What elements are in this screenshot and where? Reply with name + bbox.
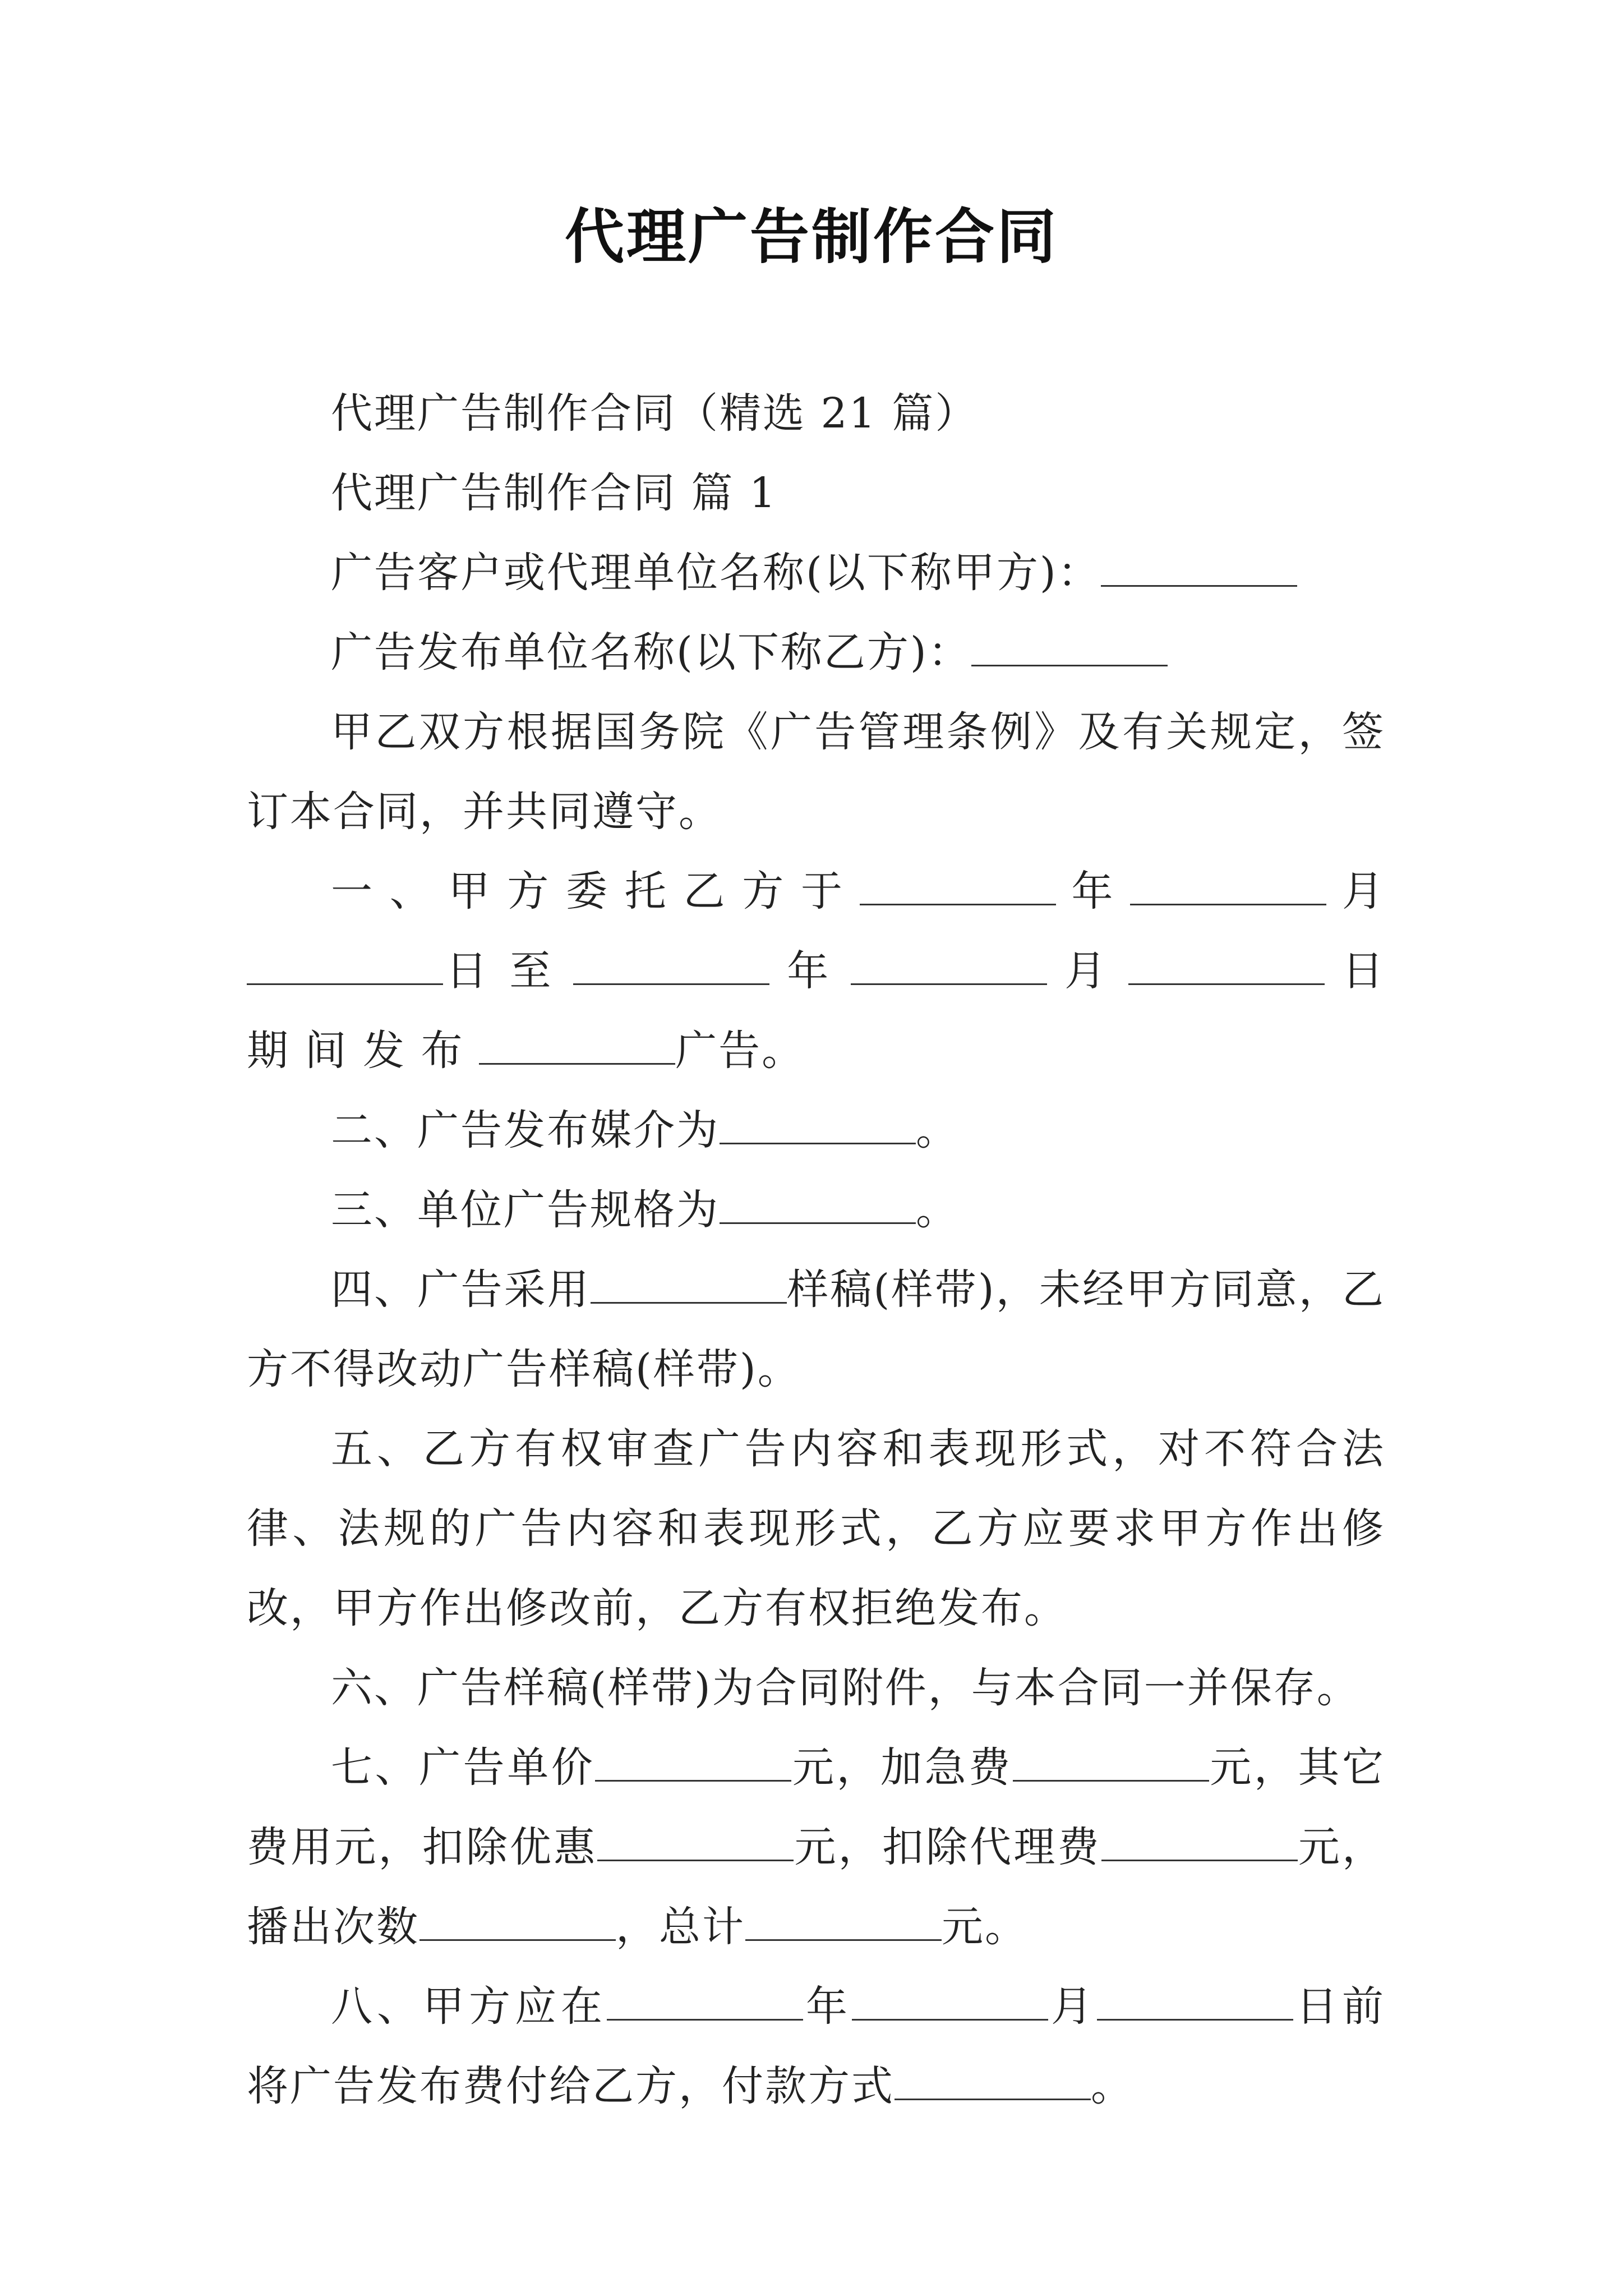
- fill-in-blank[interactable]: [971, 627, 1168, 666]
- paragraph-text: 。: [916, 1106, 959, 1154]
- paragraph-p9: [247, 1250, 1385, 1409]
- paragraph-text: 代理广告制作合同（精选 21 篇）: [331, 389, 979, 438]
- paragraph-text: 五、乙方有权审查广告内容和表现形式，对不符合法律、法规的广告内容和表现形式，乙方应要求甲方作出修改，甲方作出修改前，乙方有权拒绝发布。: [247, 1425, 1385, 1632]
- paragraph-p2: [247, 453, 1385, 533]
- fill-in-blank[interactable]: [573, 945, 769, 985]
- paragraph-text: 代理广告制作合同 篇 1: [331, 469, 778, 517]
- paragraph-text: 广告发布单位名称(以下称乙方)：: [331, 628, 971, 677]
- fill-in-blank[interactable]: [1128, 945, 1325, 985]
- paragraph-text: 。: [916, 1186, 959, 1234]
- paragraph-text: 样稿(样带)，未经甲方同意，乙方不得改动广告样稿(样带)。: [247, 1266, 1385, 1393]
- paragraph-text: 三、单位广告规格为: [331, 1186, 720, 1234]
- paragraph-text: 元。: [942, 1903, 1028, 1951]
- fill-in-blank[interactable]: [607, 1981, 803, 2021]
- paragraph-text: 月: [1326, 867, 1385, 915]
- paragraph-text: 。: [1091, 2062, 1134, 2110]
- paragraph-text: 六、广告样稿(样带)为合同附件，与本合同一并保存。: [331, 1664, 1360, 1712]
- fill-in-blank[interactable]: [1101, 1821, 1298, 1861]
- paragraph-p13: [247, 1967, 1385, 2126]
- fill-in-blank[interactable]: [1101, 547, 1297, 587]
- paragraph-text: 广告客户或代理单位名称(以下称甲方)：: [331, 549, 1101, 597]
- fill-in-blank[interactable]: [860, 866, 1056, 905]
- paragraph-text: 年: [1055, 867, 1131, 915]
- fill-in-blank[interactable]: [595, 1742, 791, 1782]
- fill-in-blank[interactable]: [895, 2060, 1091, 2100]
- document-body: [247, 374, 1385, 2126]
- fill-in-blank[interactable]: [851, 945, 1047, 985]
- fill-in-blank[interactable]: [1013, 1742, 1209, 1782]
- paragraph-text: 日前将广告发布费付给乙方，付款方式: [247, 1982, 1385, 2110]
- paragraph-text: 八、甲方应在: [331, 1982, 607, 2031]
- paragraph-text: 年: [769, 947, 851, 995]
- document-title: 代理广告制作合同: [565, 201, 1058, 272]
- paragraph-text: 四、广告采用: [331, 1266, 591, 1314]
- fill-in-blank[interactable]: [852, 1981, 1048, 2021]
- paragraph-text: 元，其它费用元，扣除优惠: [247, 1743, 1385, 1871]
- paragraph-p1: [247, 374, 1385, 453]
- paragraph-p10: [247, 1409, 1385, 1648]
- paragraph-p12: [247, 1728, 1385, 1967]
- fill-in-blank[interactable]: [720, 1184, 916, 1224]
- fill-in-blank[interactable]: [1130, 866, 1326, 905]
- paragraph-text: 月: [1048, 1982, 1097, 2031]
- fill-in-blank[interactable]: [597, 1821, 794, 1861]
- paragraph-text: ，总计: [616, 1903, 745, 1951]
- paragraph-text: 元，播出次数: [247, 1823, 1386, 1951]
- paragraph-text: 二、广告发布媒介为: [331, 1106, 720, 1154]
- paragraph-p3: [247, 533, 1385, 613]
- paragraph-p11: [247, 1648, 1385, 1728]
- fill-in-blank[interactable]: [720, 1105, 916, 1144]
- fill-in-blank[interactable]: [1097, 1981, 1293, 2021]
- paragraph-text: 元，扣除代理费: [794, 1823, 1101, 1871]
- paragraph-p8: [247, 1170, 1385, 1250]
- paragraph-text: 甲乙双方根据国务院《广告管理条例》及有关规定，签订本合同，并共同遵守。: [247, 708, 1385, 836]
- fill-in-blank[interactable]: [247, 945, 443, 985]
- fill-in-blank[interactable]: [745, 1901, 942, 1941]
- fill-in-blank[interactable]: [419, 1901, 616, 1941]
- paragraph-text: 广告。: [675, 1027, 805, 1075]
- paragraph-text: 七、广告单价: [331, 1743, 596, 1792]
- paragraph-text: 年: [803, 1982, 852, 2031]
- paragraph-p4: [247, 613, 1385, 692]
- fill-in-blank[interactable]: [479, 1025, 675, 1065]
- paragraph-p5: [247, 692, 1385, 852]
- paragraph-text: 一、甲方委托乙方于: [331, 867, 860, 915]
- paragraph-text: 月: [1046, 947, 1128, 995]
- fill-in-blank[interactable]: [591, 1264, 787, 1304]
- paragraph-p7: [247, 1091, 1385, 1170]
- paragraph-text: 日 至: [443, 947, 573, 995]
- paragraph-text: 元，加急费: [791, 1743, 1013, 1792]
- paragraph-p6: [247, 852, 1385, 1091]
- paragraph-text: 日 期 间 发 布: [247, 947, 1386, 1075]
